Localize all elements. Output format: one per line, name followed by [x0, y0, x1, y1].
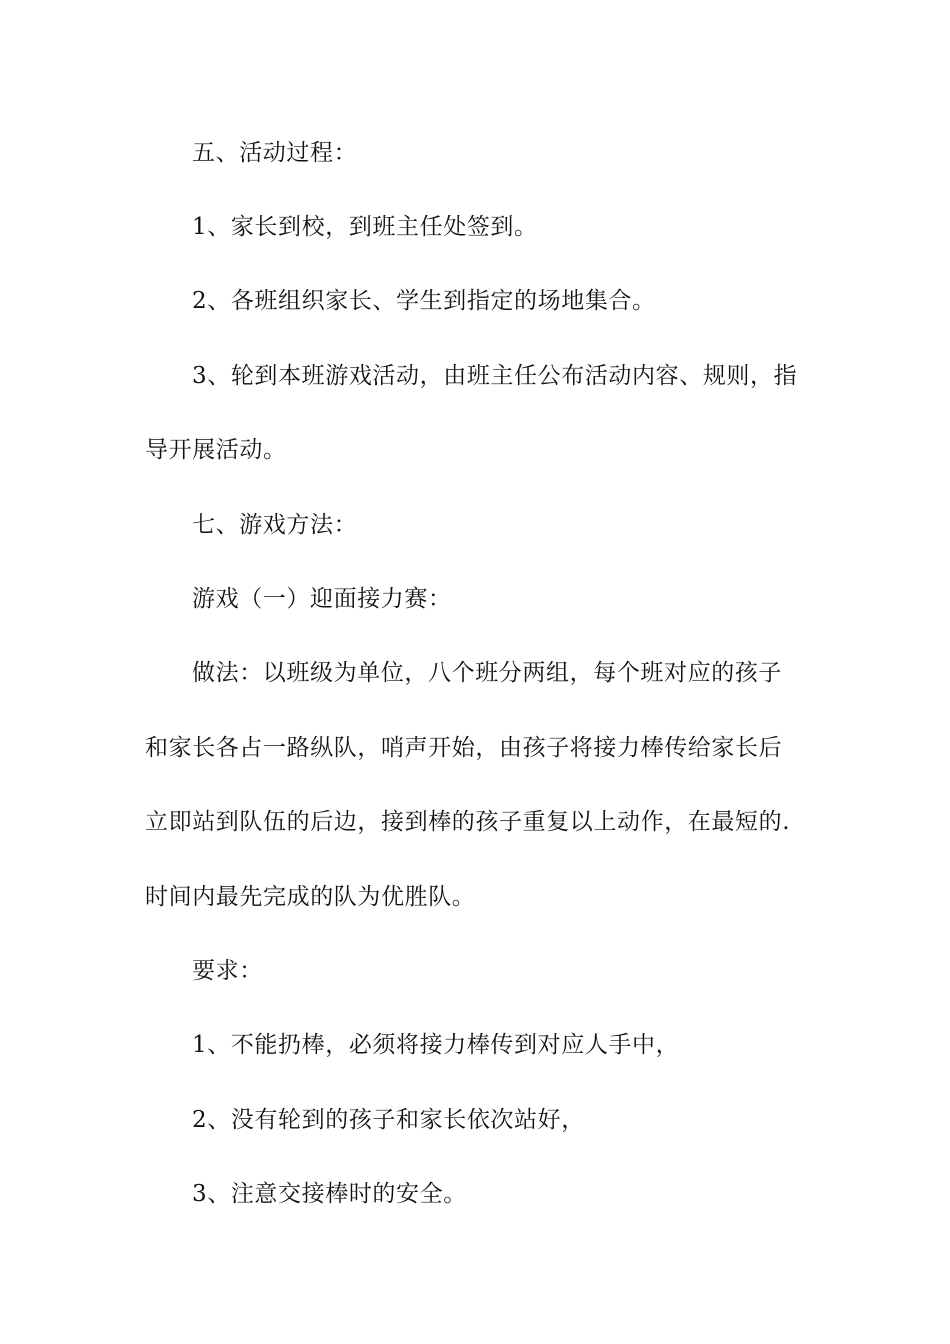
paragraph-line: 2、各班组织家长、学生到指定的场地集合。: [192, 288, 656, 314]
subheading-requirements: 要求：: [192, 958, 263, 984]
requirement-item: 1、不能扔棒，必须将接力棒传到对应人手中，: [192, 1032, 680, 1058]
requirement-item: 3、注意交接棒时的安全。: [192, 1181, 467, 1207]
paragraph-line: 导开展活动。: [145, 437, 287, 463]
subheading-game-one: 游戏（一）迎面接力赛：: [192, 586, 452, 612]
paragraph-line: 时间内最先完成的队为优胜队。: [145, 884, 476, 910]
section-heading-game-methods: 七、游戏方法：: [192, 512, 358, 538]
paragraph-line: 和家长各占一路纵队，哨声开始，由孩子将接力棒传给家长后: [145, 735, 783, 761]
paragraph-line: 立即站到队伍的后边，接到棒的孩子重复以上动作，在最短的.: [145, 809, 791, 835]
requirement-item: 2、没有轮到的孩子和家长依次站好，: [192, 1107, 585, 1133]
paragraph-line: 做法：以班级为单位，八个班分两组，每个班对应的孩子: [192, 660, 782, 686]
paragraph-line: 1、家长到校，到班主任处签到。: [192, 214, 538, 240]
paragraph-line: 3、轮到本班游戏活动，由班主任公布活动内容、规则，指: [192, 363, 798, 389]
section-heading-activity-process: 五、活动过程：: [192, 140, 358, 166]
